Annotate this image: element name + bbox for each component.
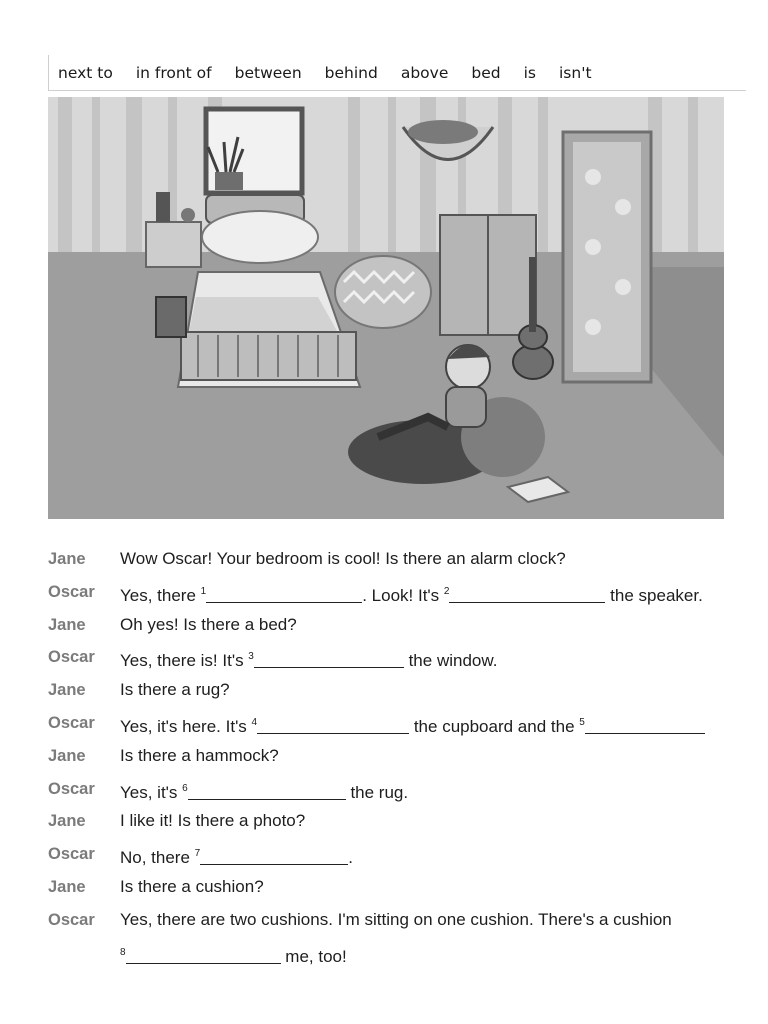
speaker-name: Oscar	[48, 910, 95, 929]
blank-number: 8	[120, 946, 126, 958]
blank-number: 7	[194, 848, 201, 860]
speaker-name: Jane	[48, 812, 86, 831]
bedroom-illustration	[48, 97, 724, 519]
dialogue-line	[48, 838, 768, 871]
dialogue-text: $^8$ me, too!	[120, 946, 347, 966]
dialogue-text: Is there a rug?	[120, 680, 230, 700]
speaker-name: Oscar	[48, 582, 95, 601]
word-bank-item: above	[400, 63, 449, 82]
dialogue-text: Yes, there are two cushions. I'm sitting on one cushion. There's a cushion	[120, 909, 672, 929]
answer-blank[interactable]	[200, 846, 348, 865]
speaker-name: Oscar	[48, 713, 95, 732]
blank-number: 6	[182, 782, 188, 794]
dialogue-line	[48, 674, 768, 707]
blank-number: 5	[579, 716, 585, 728]
answer-blank[interactable]	[126, 945, 281, 964]
word-bank-item: in front of	[135, 63, 212, 82]
word-bank	[48, 55, 746, 91]
dialogue-line	[48, 937, 768, 970]
dialogue-text: I like it! Is there a photo?	[120, 811, 306, 831]
dialogue-line	[48, 641, 768, 674]
word-bank-item: between	[234, 63, 302, 82]
answer-blank[interactable]	[206, 584, 362, 603]
word-bank-item: isn't	[558, 63, 592, 82]
dialogue-text: No, there $^7$ .	[120, 848, 353, 868]
blank-number: 1	[200, 585, 207, 597]
dialogue-line	[48, 707, 768, 740]
dialogue	[48, 543, 768, 969]
word-bank-item: bed	[471, 63, 501, 82]
dialogue-text: Yes, it's here. It's $^4$ the cupboard and the $^5$	[120, 707, 705, 744]
dialogue-text: Is there a hammock?	[120, 745, 279, 765]
speaker-name: Jane	[48, 681, 86, 700]
dialogue-line	[48, 576, 768, 609]
dialogue-line	[48, 904, 768, 937]
dialogue-text: Wow Oscar! Your bedroom is cool! Is there an alarm clock?	[120, 549, 566, 568]
dialogue-line	[48, 871, 768, 904]
word-bank-item: next to	[58, 63, 113, 82]
word-bank-item: behind	[324, 63, 378, 82]
speaker-name: Oscar	[48, 845, 95, 864]
dialogue-line	[48, 740, 768, 773]
speaker-name: Oscar	[48, 648, 95, 667]
answer-blank[interactable]	[257, 715, 409, 734]
dialogue-text: Yes, there is! It's $^3$ the window.	[120, 651, 498, 671]
answer-blank[interactable]	[254, 649, 404, 668]
answer-blank[interactable]	[449, 584, 605, 603]
dialogue-text: Oh yes! Is there a bed?	[120, 614, 297, 634]
word-bank-item: is	[523, 63, 536, 82]
dialogue-text: Yes, it's $^6$ the rug.	[120, 782, 409, 802]
dialogue-text: Yes, there $^1$ . Look! It's $^2$ the speaker.	[120, 585, 703, 605]
speaker-name: Oscar	[48, 779, 95, 798]
dialogue-line	[48, 773, 768, 806]
dialogue-line	[48, 543, 768, 576]
dialogue-line	[48, 805, 768, 838]
dialogue-line	[48, 609, 768, 642]
answer-blank[interactable]	[585, 715, 705, 734]
speaker-name: Jane	[48, 877, 86, 896]
blank-number: 2	[443, 585, 450, 597]
speaker-name: Jane	[48, 550, 86, 568]
speaker-name: Jane	[48, 746, 86, 765]
blank-number: 4	[251, 716, 258, 728]
dialogue-text: Is there a cushion?	[120, 876, 264, 896]
speaker-name: Jane	[48, 615, 86, 634]
blank-number: 3	[248, 651, 254, 663]
answer-blank[interactable]	[188, 781, 346, 800]
